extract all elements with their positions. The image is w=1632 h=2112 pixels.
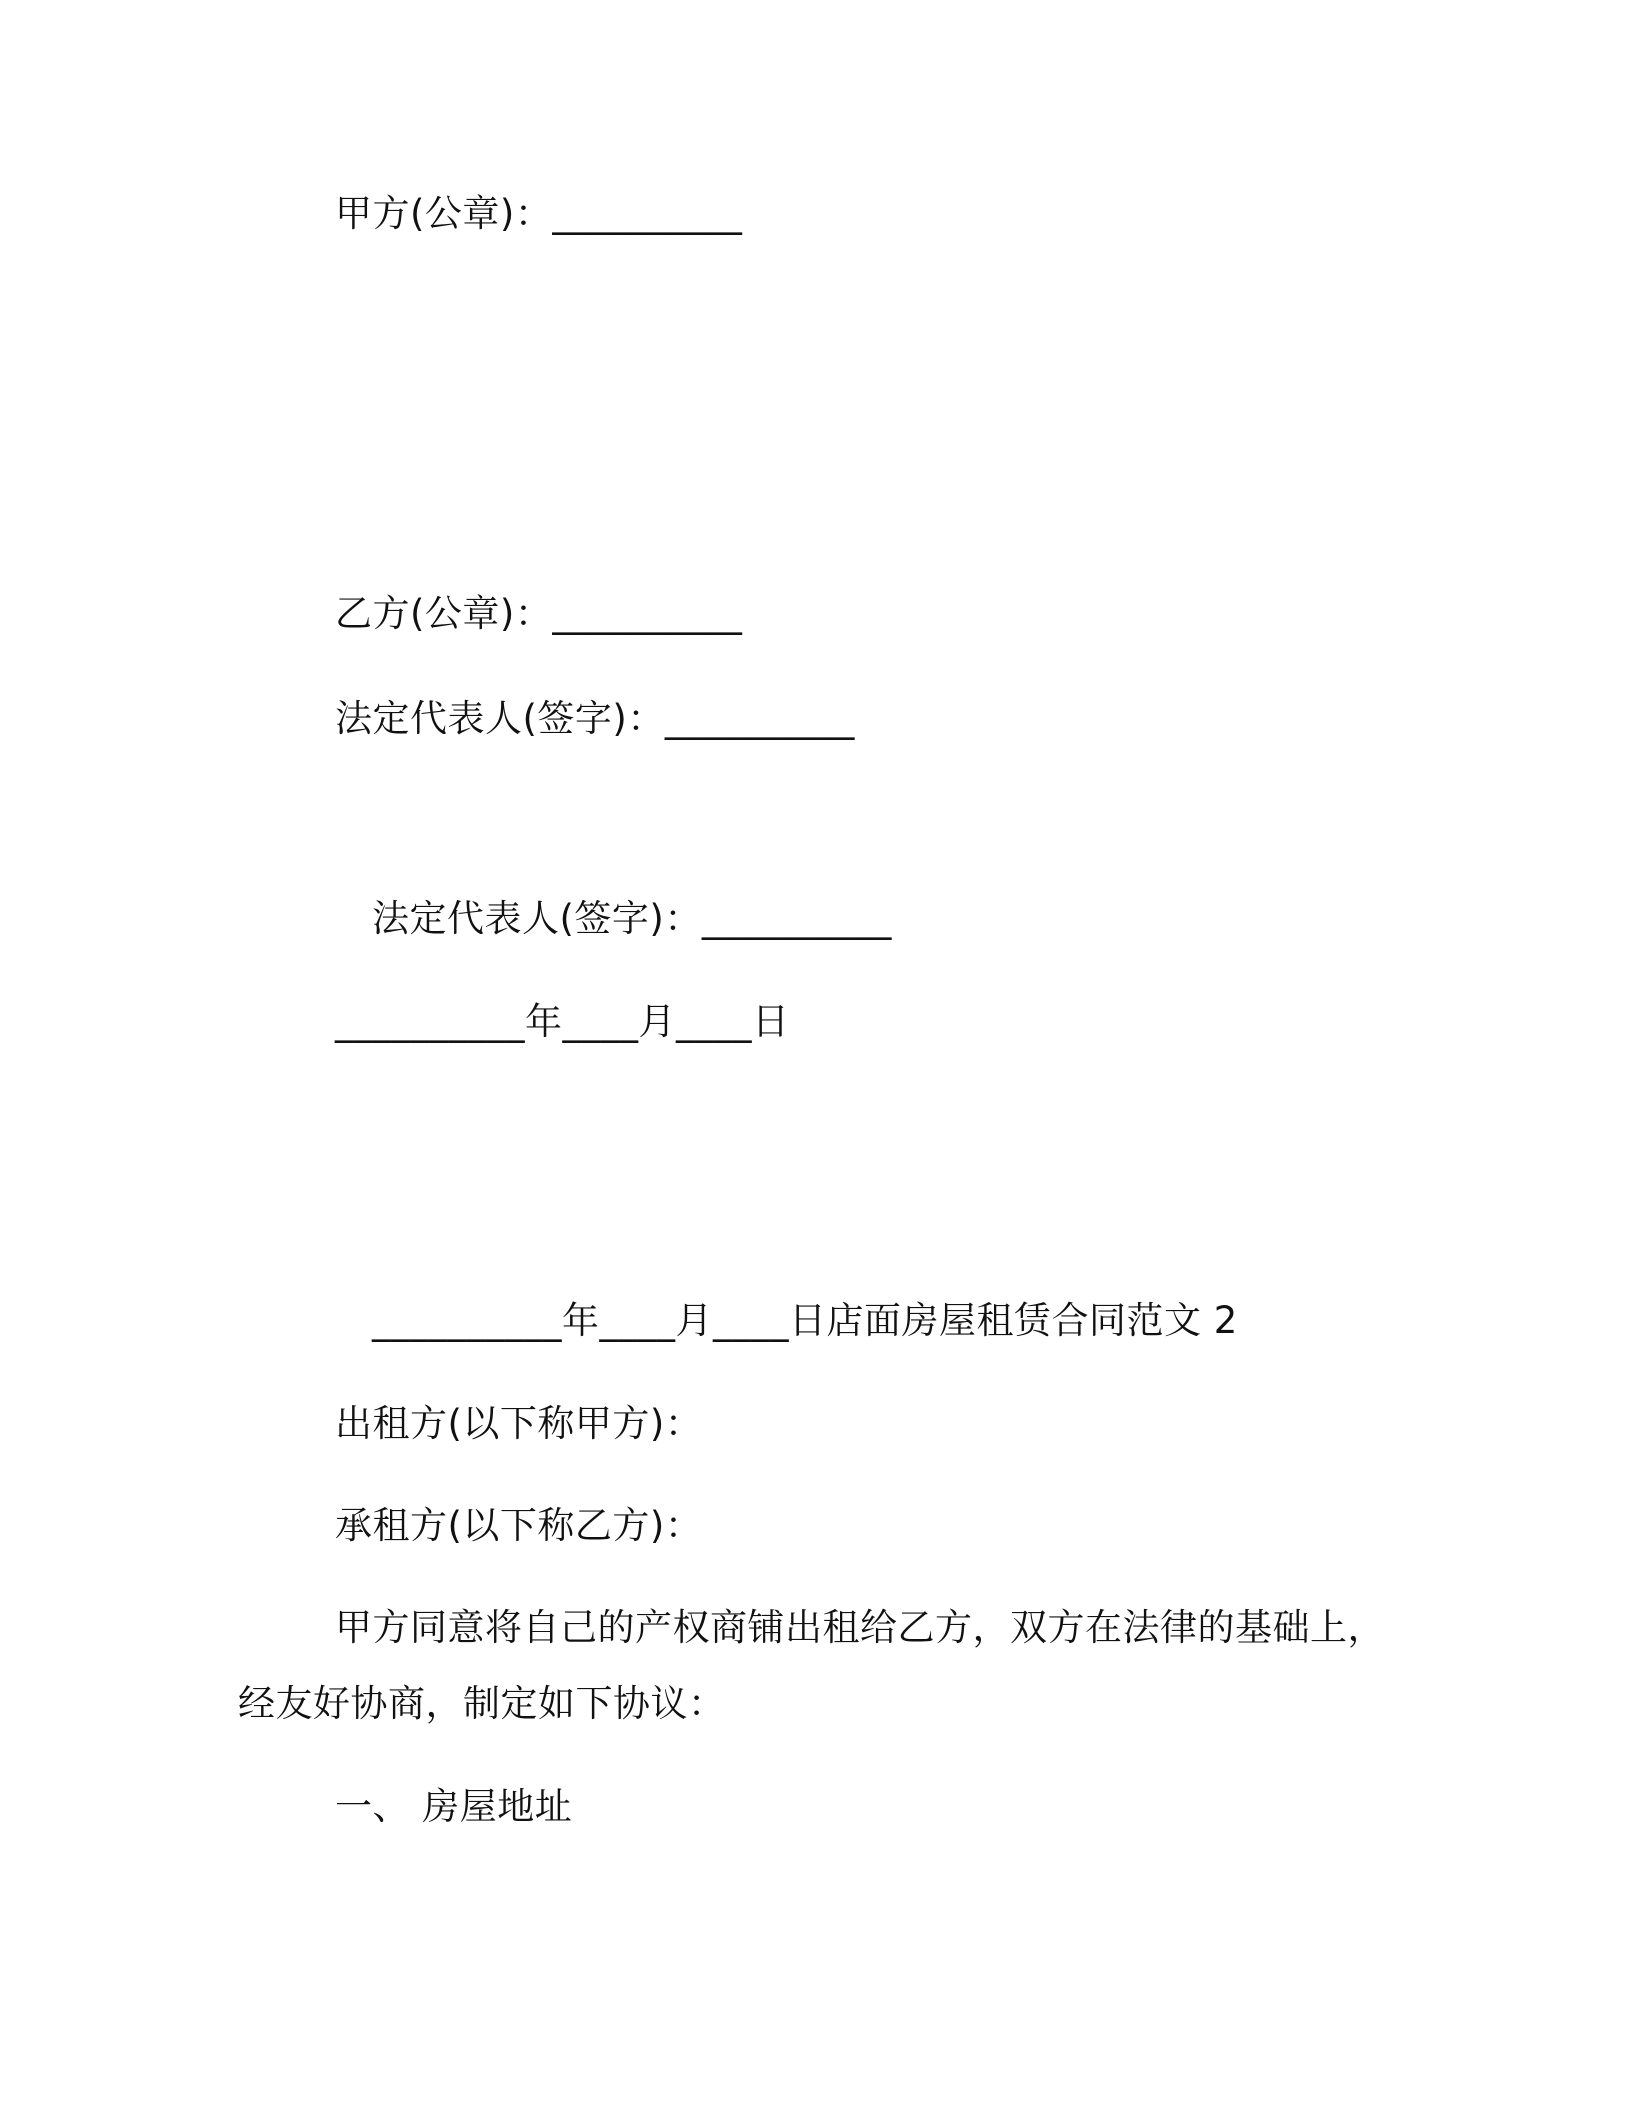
lessor-line: 出租方(以下称甲方)： xyxy=(335,1402,703,1445)
legal-representative-signature-line-2: 法定代表人(签字)：__________ xyxy=(372,897,892,940)
party-a-seal-line: 甲方(公章)：__________ xyxy=(335,192,743,235)
intro-paragraph-line-1: 甲方同意将自己的产权商铺出租给乙方，双方在法律的基础上， xyxy=(335,1606,1385,1649)
intro-paragraph-line-2: 经友好协商，制定如下协议： xyxy=(238,1682,726,1725)
signing-date-line: __________年____月____日 xyxy=(335,1000,790,1043)
party-b-seal-line: 乙方(公章)：__________ xyxy=(335,592,743,635)
section-heading-house-address: 一、 房屋地址 xyxy=(335,1785,573,1828)
contract-title: __________年____月____日店面房屋租赁合同范文 2 xyxy=(372,1299,1238,1342)
legal-representative-signature-line: 法定代表人(签字)：__________ xyxy=(335,697,855,740)
lessee-line: 承租方(以下称乙方)： xyxy=(335,1504,703,1547)
